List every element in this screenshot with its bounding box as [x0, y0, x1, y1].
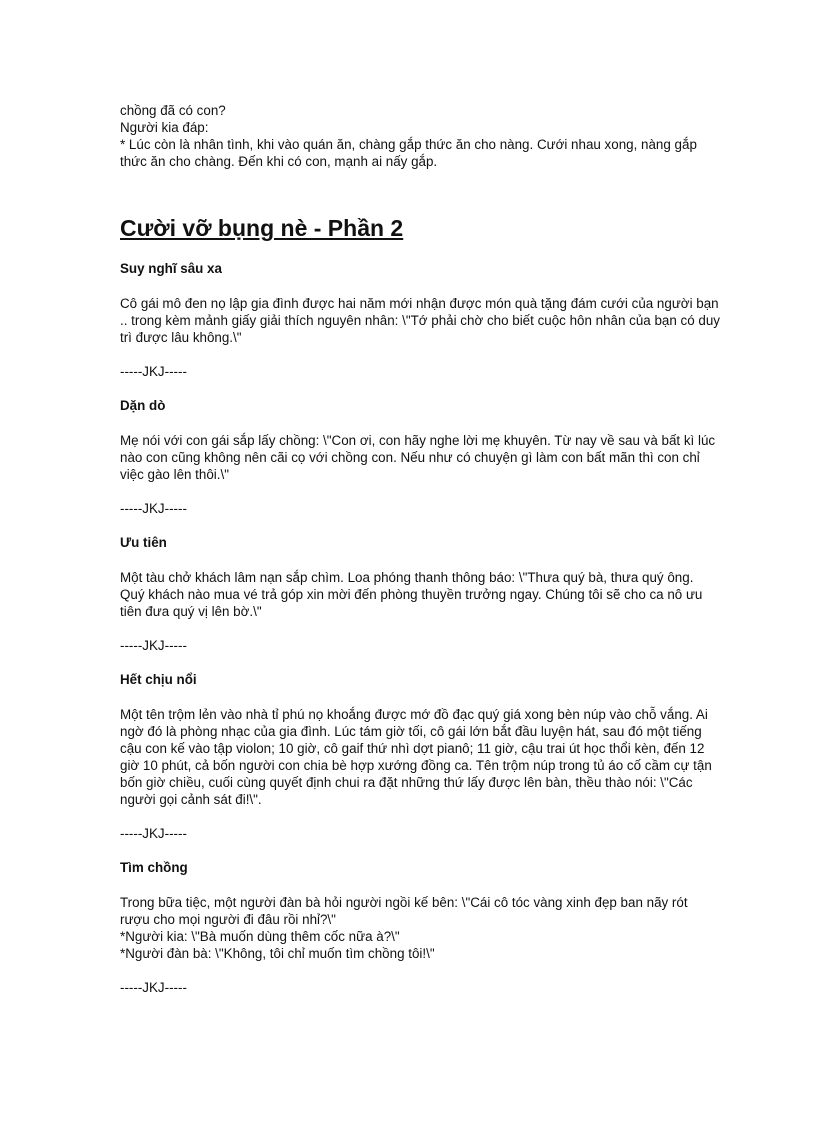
page-title: Cười vỡ bụng nè - Phần 2: [120, 215, 404, 241]
intro-line: chồng đã có con?: [120, 103, 226, 118]
separator: -----JKJ-----: [120, 501, 187, 516]
story-line: Mẹ nói với con gái sắp lấy chồng: \"Con ơi, con hãy nghe lời mẹ khuyên. Từ nay về sau và bất kì lúc nào con cũng không nên cãi cọ với chồng con. Nếu như có chuyện gì làm con bất mãn thì con chỉ việc gào lên thôi.\": [120, 433, 716, 482]
intro-line: Người kia đáp:: [120, 120, 209, 135]
intro-block: [120, 102, 720, 170]
story-line: *Người đàn bà: \"Không, tôi chỉ muốn tìm chồng tôi!\": [120, 946, 435, 961]
separator: -----JKJ-----: [120, 826, 187, 841]
story-body: [120, 432, 720, 483]
story-heading: Suy nghĩ sâu xa: [120, 261, 222, 276]
separator: -----JKJ-----: [120, 980, 187, 995]
story-body: [120, 569, 720, 620]
story: [120, 534, 720, 654]
story-line: *Người kia: \"Bà muốn dùng thêm cốc nữa à?\": [120, 929, 400, 944]
story-heading: Ưu tiên: [120, 535, 167, 550]
separator: -----JKJ-----: [120, 638, 187, 653]
story-body: [120, 295, 720, 346]
story-heading: Hết chịu nổi: [120, 672, 197, 687]
document-page: [120, 102, 720, 1013]
story: [120, 397, 720, 517]
story-heading: Dặn dò: [120, 398, 166, 413]
story-heading: Tìm chồng: [120, 860, 188, 875]
story: [120, 260, 720, 380]
story-body: [120, 706, 720, 808]
story: [120, 671, 720, 842]
story-line: Cô gái mô đen nọ lập gia đình được hai năm mới nhận được món quà tặng đám cưới của người bạn .. trong kèm mảnh giấy giải thích nguyên nhân: \"Tớ phải chờ cho biết cuộc hôn nhân của bạn có duy trì được lâu không.\": [120, 296, 720, 345]
story-line: Một tàu chở khách lâm nạn sắp chìm. Loa phóng thanh thông báo: \"Thưa quý bà, thưa quý ông. Quý khách nào mua vé trả góp xin mời đến phòng thuyền trưởng ngay. Chúng tôi sẽ cho ca nô ưu tiên đưa quý vị lên bờ.\": [120, 570, 703, 619]
separator: -----JKJ-----: [120, 364, 187, 379]
story: [120, 859, 720, 996]
story-body: [120, 894, 720, 962]
story-line: Một tên trộm lẻn vào nhà tỉ phú nọ khoắng được mớ đồ đạc quý giá xong bèn núp vào chỗ vắng. Ai ngờ đó là phòng nhạc của gia đình. Lúc tám giờ tối, cô gái lớn bắt đầu luyện hát, sau đó một tiếng cậu con kế vào tập violon; 10 giờ, cô gaif thứ nhì dợt pianô; 11 giờ, cậu trai út học thổi kèn, đến 12 giờ 10 phút, cả bốn người con chia bè hợp xướng đồng ca. Tên trộm núp trong tủ áo cố cầm cự tận bốn giờ chiều, cuối cùng quyết định chui ra đặt những thứ lấy được lên bàn, thều thào nói: \"Các người gọi cảnh sát đi!\".: [120, 707, 712, 807]
intro-line: * Lúc còn là nhân tình, khi vào quán ăn, chàng gắp thức ăn cho nàng. Cưới nhau xong, nàng gắp thức ăn cho chàng. Đến khi có con, mạnh ai nấy gắp.: [120, 137, 697, 169]
story-line: Trong bữa tiệc, một người đàn bà hỏi người ngồi kế bên: \"Cái cô tóc vàng xinh đẹp ban nãy rót rượu cho mọi người đi đâu rồi nhỉ?\": [120, 895, 688, 927]
